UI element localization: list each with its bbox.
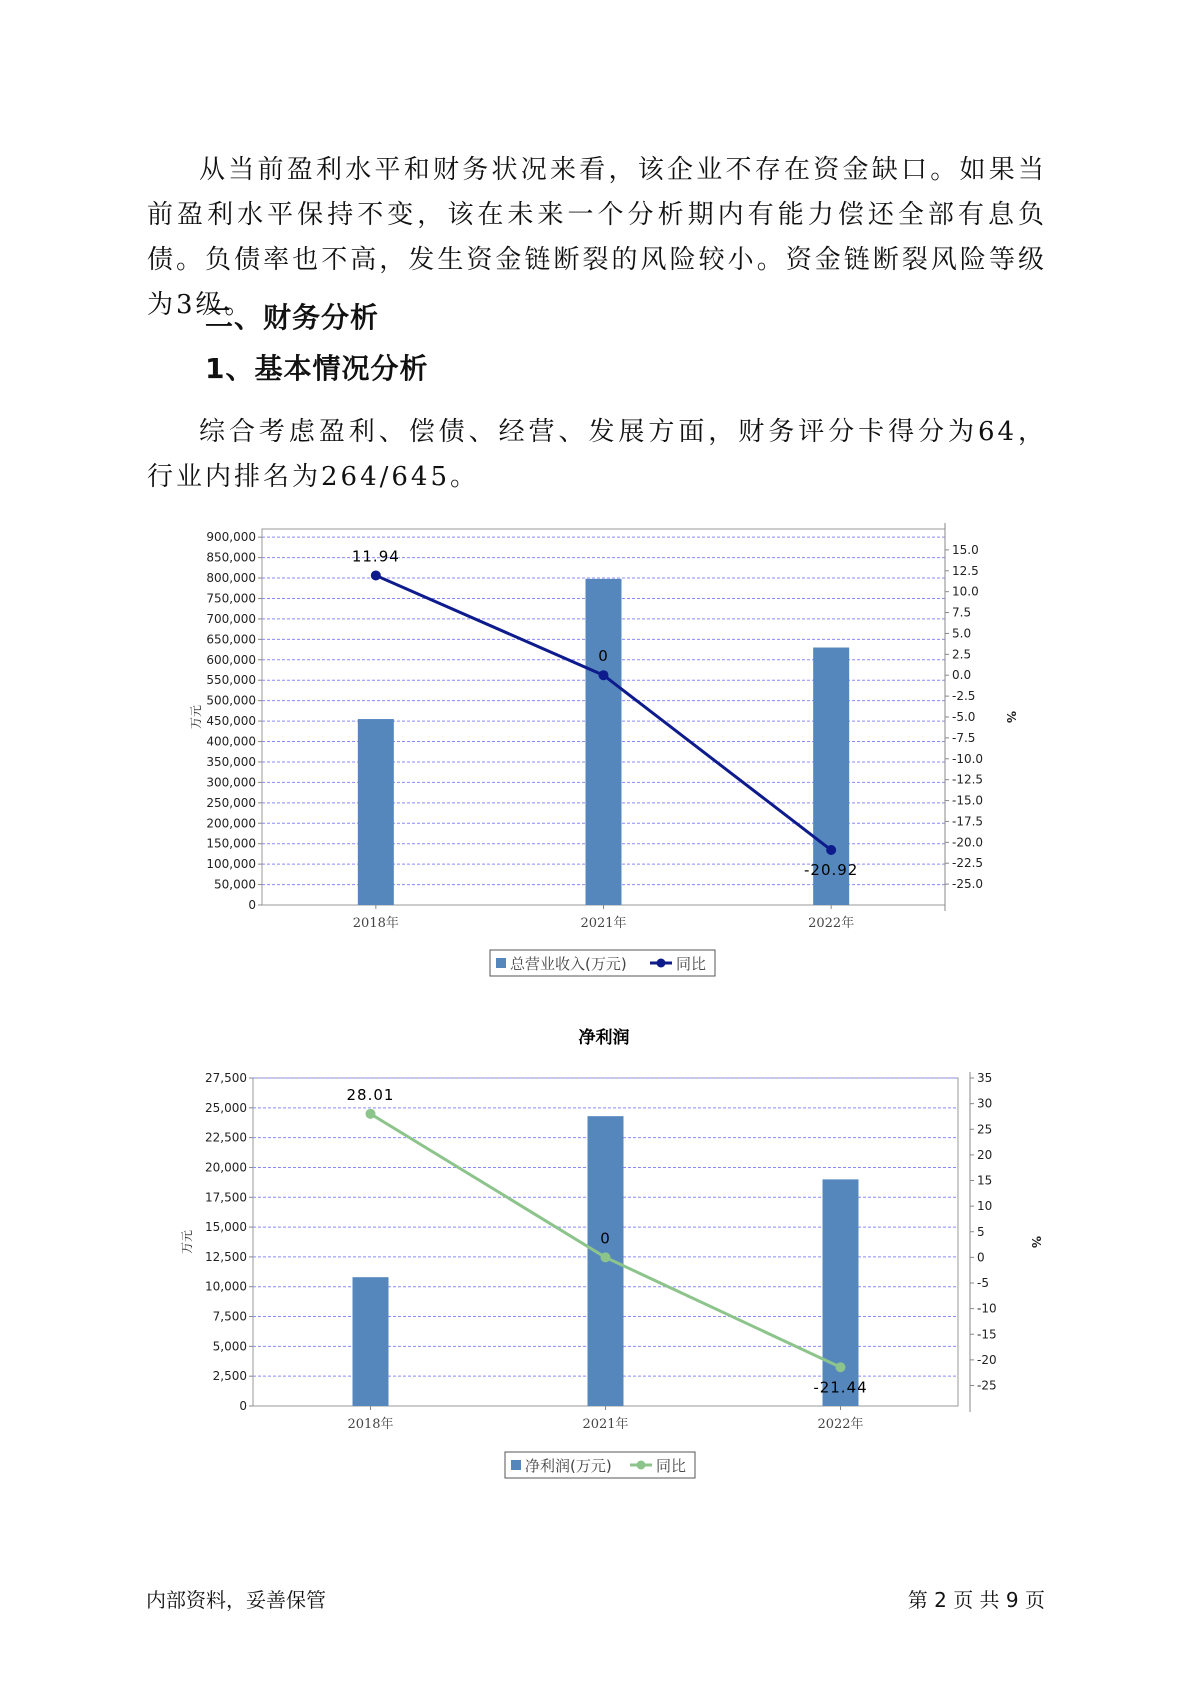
y2-tick-label: 20 xyxy=(977,1147,993,1162)
y-tick-label: 450,000 xyxy=(206,714,256,729)
x-tick-label: 2021年 xyxy=(580,916,627,931)
x-tick-label: 2018年 xyxy=(347,1417,394,1432)
yoy-data-label: 28.01 xyxy=(346,1085,395,1104)
x-tick-label: 2022年 xyxy=(817,1417,864,1432)
y-tick-label: 20,000 xyxy=(205,1160,247,1175)
section-heading: 二、财务分析 xyxy=(205,301,380,334)
y2-tick-label: -25.0 xyxy=(952,877,984,892)
y2-tick-label: 35 xyxy=(977,1071,993,1085)
y2-tick-label: -15 xyxy=(977,1327,997,1342)
y2-tick-label: -20 xyxy=(977,1352,997,1367)
legend-line-marker xyxy=(657,959,666,968)
y-tick-label: 600,000 xyxy=(206,652,256,667)
y2-tick-label: 30 xyxy=(977,1096,993,1111)
legend-bar-swatch xyxy=(511,1460,521,1470)
y2-tick-label: 25 xyxy=(977,1122,993,1137)
footer-confidential: 内部资料，妥善保管 xyxy=(146,1588,326,1612)
y-tick-label: 200,000 xyxy=(206,816,256,831)
y-tick-label: 100,000 xyxy=(206,857,256,872)
y-tick-label: 50,000 xyxy=(214,877,256,892)
y2-tick-label: -22.5 xyxy=(952,856,984,871)
y2-tick-label: 15 xyxy=(977,1173,993,1188)
y2-tick-label: -20.0 xyxy=(952,835,984,850)
y2-tick-label: -15.0 xyxy=(952,793,984,808)
y-axis-label: 万元 xyxy=(189,704,203,730)
section-subheading: 1、基本情况分析 xyxy=(205,352,429,385)
y2-tick-label: 12.5 xyxy=(952,563,979,578)
y-tick-label: 350,000 xyxy=(206,754,256,769)
y2-tick-label: -17.5 xyxy=(952,814,984,829)
y2-tick-label: -12.5 xyxy=(952,772,984,787)
y2-tick-label: -7.5 xyxy=(952,730,976,745)
revenue-chart xyxy=(0,520,1191,990)
y-tick-label: 27,500 xyxy=(205,1071,247,1085)
y-tick-label: 750,000 xyxy=(206,591,256,606)
y-tick-label: 17,500 xyxy=(205,1190,247,1205)
yoy-point xyxy=(366,1109,376,1119)
y-tick-label: 25,000 xyxy=(205,1100,247,1115)
y2-tick-label: 15.0 xyxy=(952,542,979,557)
bar xyxy=(353,1277,389,1406)
y2-axis-label: % xyxy=(1029,1235,1043,1249)
y-tick-label: 15,000 xyxy=(205,1220,247,1235)
net-profit-chart xyxy=(0,1020,1191,1490)
legend-line-marker xyxy=(637,1461,646,1470)
x-tick-label: 2022年 xyxy=(808,916,855,931)
yoy-data-label: 0 xyxy=(600,1229,611,1248)
y2-tick-label: 10 xyxy=(977,1199,993,1214)
legend-line-label: 同比 xyxy=(656,1457,687,1475)
y-tick-label: 900,000 xyxy=(206,530,256,545)
y-tick-label: 150,000 xyxy=(206,836,256,851)
yoy-point xyxy=(601,1252,611,1262)
chart-title: 净利润 xyxy=(578,1028,630,1048)
yoy-data-label: 0 xyxy=(598,647,609,666)
yoy-data-label: -21.44 xyxy=(813,1378,868,1397)
y-tick-label: 650,000 xyxy=(206,632,256,647)
y2-tick-label: -10 xyxy=(977,1301,997,1316)
y-tick-label: 850,000 xyxy=(206,550,256,565)
y-tick-label: 550,000 xyxy=(206,673,256,688)
y-tick-label: 300,000 xyxy=(206,775,256,790)
intro-paragraph: 从当前盈利水平和财务状况来看，该企业不存在资金缺口。如果当前盈利水平保持不变，该在未来一个分析期内有能力偿还全部有息负债。负债率也不高，发生资金链断裂的风险较小。资金链断裂风险等级为3级。 xyxy=(147,155,1047,320)
y-tick-label: 22,500 xyxy=(205,1130,247,1145)
bar xyxy=(586,579,622,905)
summary-paragraph: 综合考虑盈利、偿债、经营、发展方面，财务评分卡得分为64，行业内排名为264/645。 xyxy=(147,417,1047,492)
y-tick-label: 7,500 xyxy=(212,1309,247,1324)
y2-tick-label: -5 xyxy=(977,1276,989,1290)
bar xyxy=(358,719,394,905)
yoy-data-label: 11.94 xyxy=(351,547,400,566)
y2-tick-label: 5 xyxy=(977,1224,985,1239)
yoy-data-label: -20.92 xyxy=(803,861,859,880)
y-tick-label: 0 xyxy=(239,1399,247,1413)
y-tick-label: 2,500 xyxy=(212,1369,247,1384)
legend-bar-label: 净利润(万元) xyxy=(525,1457,612,1475)
yoy-point xyxy=(826,845,836,855)
y2-tick-label: 2.5 xyxy=(952,647,972,662)
y-tick-label: 400,000 xyxy=(206,734,256,749)
y-tick-label: 250,000 xyxy=(206,795,256,810)
y-axis-label: 万元 xyxy=(180,1229,194,1255)
legend-bar-label: 总营业收入(万元) xyxy=(510,955,627,973)
y-tick-label: 5,000 xyxy=(212,1339,247,1354)
y2-axis-label: % xyxy=(1004,710,1018,724)
y2-tick-label: 7.5 xyxy=(952,605,972,620)
x-tick-label: 2018年 xyxy=(352,916,399,931)
y-tick-label: 800,000 xyxy=(206,571,256,586)
y-tick-label: 12,500 xyxy=(205,1249,247,1264)
y2-tick-label: 0 xyxy=(977,1250,985,1265)
y2-tick-label: 5.0 xyxy=(952,626,972,641)
y2-tick-label: -25 xyxy=(977,1378,997,1393)
y-tick-label: 10,000 xyxy=(205,1279,247,1294)
y-tick-label: 700,000 xyxy=(206,611,256,626)
yoy-point xyxy=(371,570,381,580)
y2-tick-label: 10.0 xyxy=(952,584,979,599)
y2-tick-label: 0.0 xyxy=(952,668,972,683)
legend-line-label: 同比 xyxy=(676,955,707,973)
x-tick-label: 2021年 xyxy=(582,1417,629,1432)
yoy-point xyxy=(599,670,609,680)
y2-tick-label: -10.0 xyxy=(952,751,984,766)
yoy-point xyxy=(836,1362,846,1372)
y2-tick-label: -2.5 xyxy=(952,689,976,704)
y2-tick-label: -5.0 xyxy=(952,710,976,724)
y-tick-label: 500,000 xyxy=(206,693,256,708)
footer-page-number: 第 2 页 共 9 页 xyxy=(907,1588,1045,1612)
legend-bar-swatch xyxy=(496,958,506,968)
y-tick-label: 0 xyxy=(248,898,256,912)
